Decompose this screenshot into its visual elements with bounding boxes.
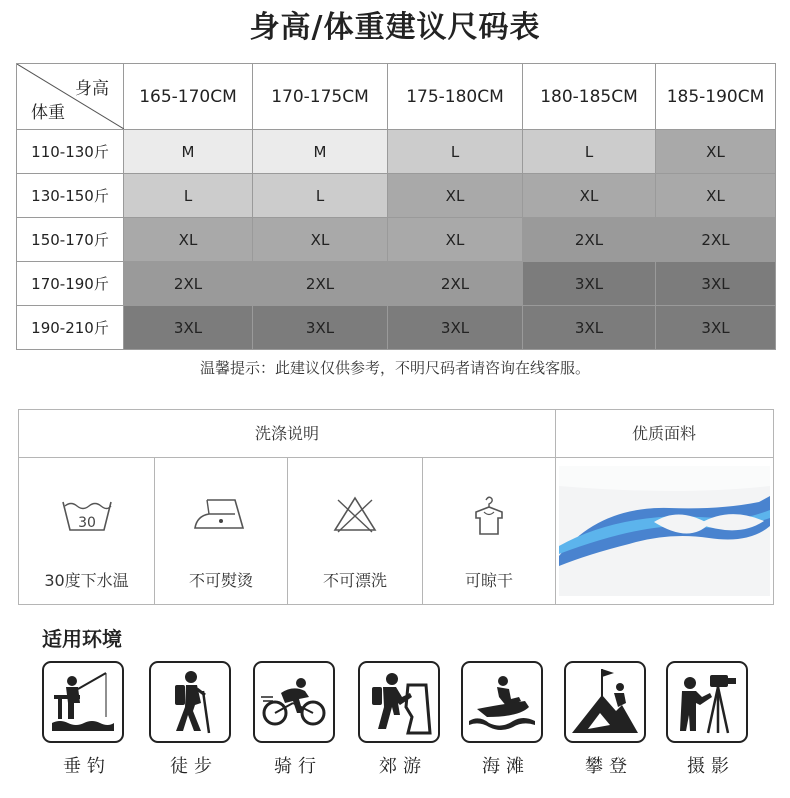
size-cell: 3XL (656, 306, 776, 350)
activity-label: 攀登 (585, 756, 633, 777)
corner-weight-label: 体重 (31, 103, 65, 123)
page-title: 身高/体重建议尺码表 (249, 10, 541, 45)
activity-label: 摄影 (687, 756, 735, 777)
table-row (17, 262, 776, 306)
size-cell: 2XL (124, 262, 253, 306)
weight-row-header: 190-210斤 (17, 306, 124, 350)
table-row (17, 218, 776, 262)
size-cell: XL (523, 174, 656, 218)
wash-care-panel (18, 409, 774, 605)
hang-dry-icon (464, 494, 514, 538)
climbing-icon (570, 667, 640, 737)
table-row (17, 130, 776, 174)
fabric-image (559, 466, 770, 596)
jetski-icon (467, 667, 537, 737)
activity-label: 垂钓 (63, 756, 111, 777)
activity-label: 郊游 (379, 756, 427, 777)
size-cell: L (124, 174, 253, 218)
size-cell: XL (388, 174, 523, 218)
height-column-header: 185-190CM (656, 64, 776, 130)
wash-header: 洗涤说明 (19, 410, 555, 458)
wash-30-icon (59, 494, 115, 534)
size-cell: XL (656, 174, 776, 218)
divider (555, 410, 556, 604)
size-cell: 3XL (253, 306, 388, 350)
weight-row-header: 110-130斤 (17, 130, 124, 174)
size-cell: M (124, 130, 253, 174)
activity-label: 骑行 (274, 756, 322, 777)
size-cell: XL (253, 218, 388, 262)
corner-height-label: 身高 (75, 79, 109, 99)
size-cell: XL (656, 130, 776, 174)
wash-item-label: 30度下水温 (44, 571, 129, 590)
weight-row-header: 130-150斤 (17, 174, 124, 218)
cycling-icon (259, 667, 329, 737)
height-column-header: 170-175CM (253, 64, 388, 130)
corner-header-cell (17, 64, 124, 130)
activity-item (42, 661, 126, 778)
size-cell: 3XL (388, 306, 523, 350)
height-column-header: 180-185CM (523, 64, 656, 130)
size-cell: L (253, 174, 388, 218)
activity-item (253, 661, 337, 778)
size-cell: 2XL (523, 218, 656, 262)
size-cell: XL (388, 218, 523, 262)
size-cell: 2XL (656, 218, 776, 262)
no-iron-icon (191, 494, 251, 534)
size-chart-table (16, 63, 776, 350)
wash-item (155, 458, 287, 604)
weight-row-header: 170-190斤 (17, 262, 124, 306)
size-cell: L (523, 130, 656, 174)
table-row (17, 306, 776, 350)
wash-item (423, 458, 555, 604)
activity-item (666, 661, 750, 778)
table-header-row (17, 64, 776, 130)
outing-icon (364, 667, 434, 737)
size-cell: 3XL (124, 306, 253, 350)
environment-title: 适用环境 (42, 627, 122, 651)
size-cell: 2XL (253, 262, 388, 306)
height-column-header: 175-180CM (388, 64, 523, 130)
no-bleach-icon (330, 494, 380, 534)
size-cell: 3XL (656, 262, 776, 306)
activity-item (358, 661, 442, 778)
activity-label: 海滩 (482, 756, 530, 777)
activity-item (149, 661, 233, 778)
wash-item-label: 可晾干 (464, 571, 513, 590)
size-cell: L (388, 130, 523, 174)
photography-icon (672, 667, 742, 737)
fishing-icon (48, 667, 118, 737)
size-cell: XL (124, 218, 253, 262)
size-cell: 3XL (523, 262, 656, 306)
activity-item (461, 661, 545, 778)
wash-item-label: 不可熨烫 (188, 571, 253, 590)
hiking-icon (155, 667, 225, 737)
wash-temp-text: 30 (77, 515, 96, 531)
wash-item-label: 不可漂洗 (322, 571, 387, 590)
size-cell: M (253, 130, 388, 174)
activity-label: 徒步 (170, 756, 218, 777)
size-cell: 2XL (388, 262, 523, 306)
size-tip: 温馨提示：此建议仅供参考，不明尺码者请咨询在线客服。 (199, 359, 590, 377)
wash-item (288, 458, 422, 604)
size-cell: 3XL (523, 306, 656, 350)
table-row (17, 174, 776, 218)
height-column-header: 165-170CM (124, 64, 253, 130)
wash-item (19, 458, 154, 604)
weight-row-header: 150-170斤 (17, 218, 124, 262)
activity-item (564, 661, 648, 778)
fabric-header: 优质面料 (555, 410, 773, 458)
